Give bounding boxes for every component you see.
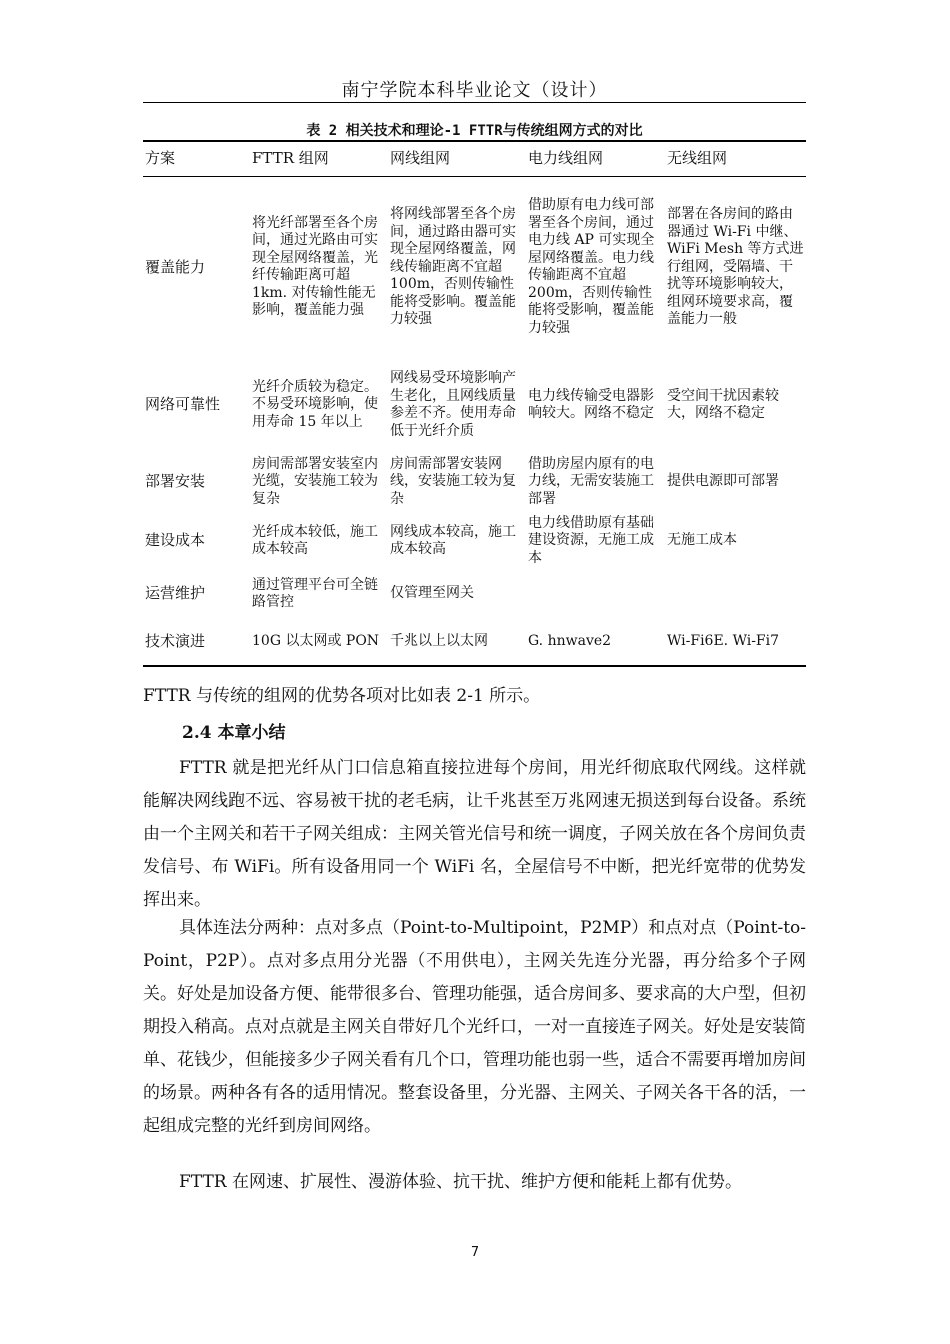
table-cell: 电力线借助原有基础建设资源，无施工成本 [528,514,654,566]
table-cell: Wi-Fi6E. Wi-Fi7 [665,618,806,666]
table-cell: 通过管理平台可全链路管控 [252,576,378,610]
table-cell: 将网线部署至各个房间，通过路由器可实现全屋网络覆盖，网线传输距离不宜超 100m，否则传输性能将受影响。覆盖能力较强 [390,206,516,327]
table-header-row [143,141,806,176]
table-cell: 借助原有电力线可部署至各个房间，通过电力线 AP 可实现全屋网络覆盖。电力线传输距离不宜超 200m，否则传输性能将受影响，覆盖能力较强 [528,197,655,336]
column-header: FTTR 组网 [250,141,388,176]
table-cell: 网线成本较高，施工成本较高 [390,523,516,557]
table-row [143,452,806,512]
body-paragraph: FTTR 就是把光纤从门口信息箱直接拉进每个房间，用光纤彻底取代网线。这样就能解决网线跑不远、容易被干扰的老毛病，让千兆甚至万兆网速无损送到每台设备。系统由一个主网关和若干子网关组成：主网关管光信号和统一调度，子网关放在各个房间负责发信号、布 WiFi。所有设备用同一个 WiFi 名，全屋信号不中断，把光纤宽带的优势发挥出来。 [143,758,806,910]
row-label: 技术演进 [143,618,250,666]
body-paragraph: FTTR 在网速、扩展性、漫游体验、抗干扰、维护方便和能耗上都有优势。 [179,1172,742,1192]
table-cell: 无施工成本 [667,532,737,549]
table-cell [526,570,665,618]
row-label: 建设成本 [145,531,206,550]
page-number: 7 [470,1245,480,1260]
section-title: 2.4 本章小结 [182,723,286,743]
table-cell: G. hnwave2 [526,618,665,666]
row-label: 网络可靠性 [145,395,221,414]
table-cell: 光纤成本较低，施工成本较高 [252,523,378,557]
table-reference-text: FTTR 与传统的组网的优势各项对比如表 2-1 所示。 [143,686,541,706]
column-header: 电力线组网 [526,141,665,176]
table-row [143,176,806,358]
table-cell: 借助房屋内原有的电力线，无需安装施工部署 [528,455,654,507]
column-header: 网线组网 [388,141,526,176]
table-cell: 部署在各房间的路由器通过 Wi-Fi 中继、WiFi Mesh 等方式进行组网，受隔墙、干扰等环境影响较大，组网环境要求高，覆盖能力一般 [667,206,804,327]
table-cell: 电力线传输受电器影响较大。网络不稳定 [528,387,654,421]
comparison-table [143,140,806,667]
column-header: 方案 [143,141,250,176]
table-cell: 仅管理至网关 [390,585,474,602]
row-label: 覆盖能力 [145,257,206,276]
row-label: 运营维护 [145,584,206,603]
table-caption: 表 2 相关技术和理论-1 FTTR与传统组网方式的对比 [306,123,643,139]
table-row [143,570,806,618]
body-paragraph: 具体连法分两种：点对多点（Point-to-Multipoint，P2MP）和点对点（Point-to-Point，P2P）。点对多点用分光器（不用供电），主网关先连分光器，再分给多个子网关。好处是加设备方便、能带很多台、管理功能强，适合房间多、要求高的大户型，但初期投入稍高。点对点就是主网关自带好几个光纤口，一对一直接连子网关。好处是安装简单、花钱少，但能接多少子网关看有几个口，管理功能也弱一些，适合不需要再增加房间的场景。两种各有各的适用情况。整套设备里，分光器、主网关、子网关各干各的活，一起组成完整的光纤到房间网络。 [143,918,807,1136]
table-row [143,358,806,452]
table-row [143,512,806,570]
table-cell: 将光纤部署至各个房间，通过光路由可实现全屋网络覆盖，光纤传输距离可超 1km. 对传输性能无影响，覆盖能力强 [252,214,378,319]
row-label: 部署安装 [145,472,206,491]
table-cell: 房间需部署安装网线，安装施工较为复杂 [390,455,516,507]
table-cell: 10G 以太网或 PON [250,618,388,666]
header-rule [143,102,806,103]
table-cell: 网线易受环境影响产生老化，且网线质量参差不齐。使用寿命低于光纤介质 [390,370,516,439]
page-header: 南宁学院本科毕业论文（设计） [341,80,608,101]
table-cell: 受空间干扰因素较大，网络不稳定 [667,387,779,421]
column-header: 无线组网 [665,141,806,176]
table-row [143,618,806,666]
table-cell [665,570,806,618]
table-cell: 千兆以上以太网 [388,618,526,666]
table-cell: 光纤介质较为稳定。不易受环境影响，使用寿命 15 年以上 [252,378,378,430]
table-cell: 房间需部署安装室内光缆，安装施工较为复杂 [252,455,378,507]
table-cell: 提供电源即可部署 [667,473,779,490]
